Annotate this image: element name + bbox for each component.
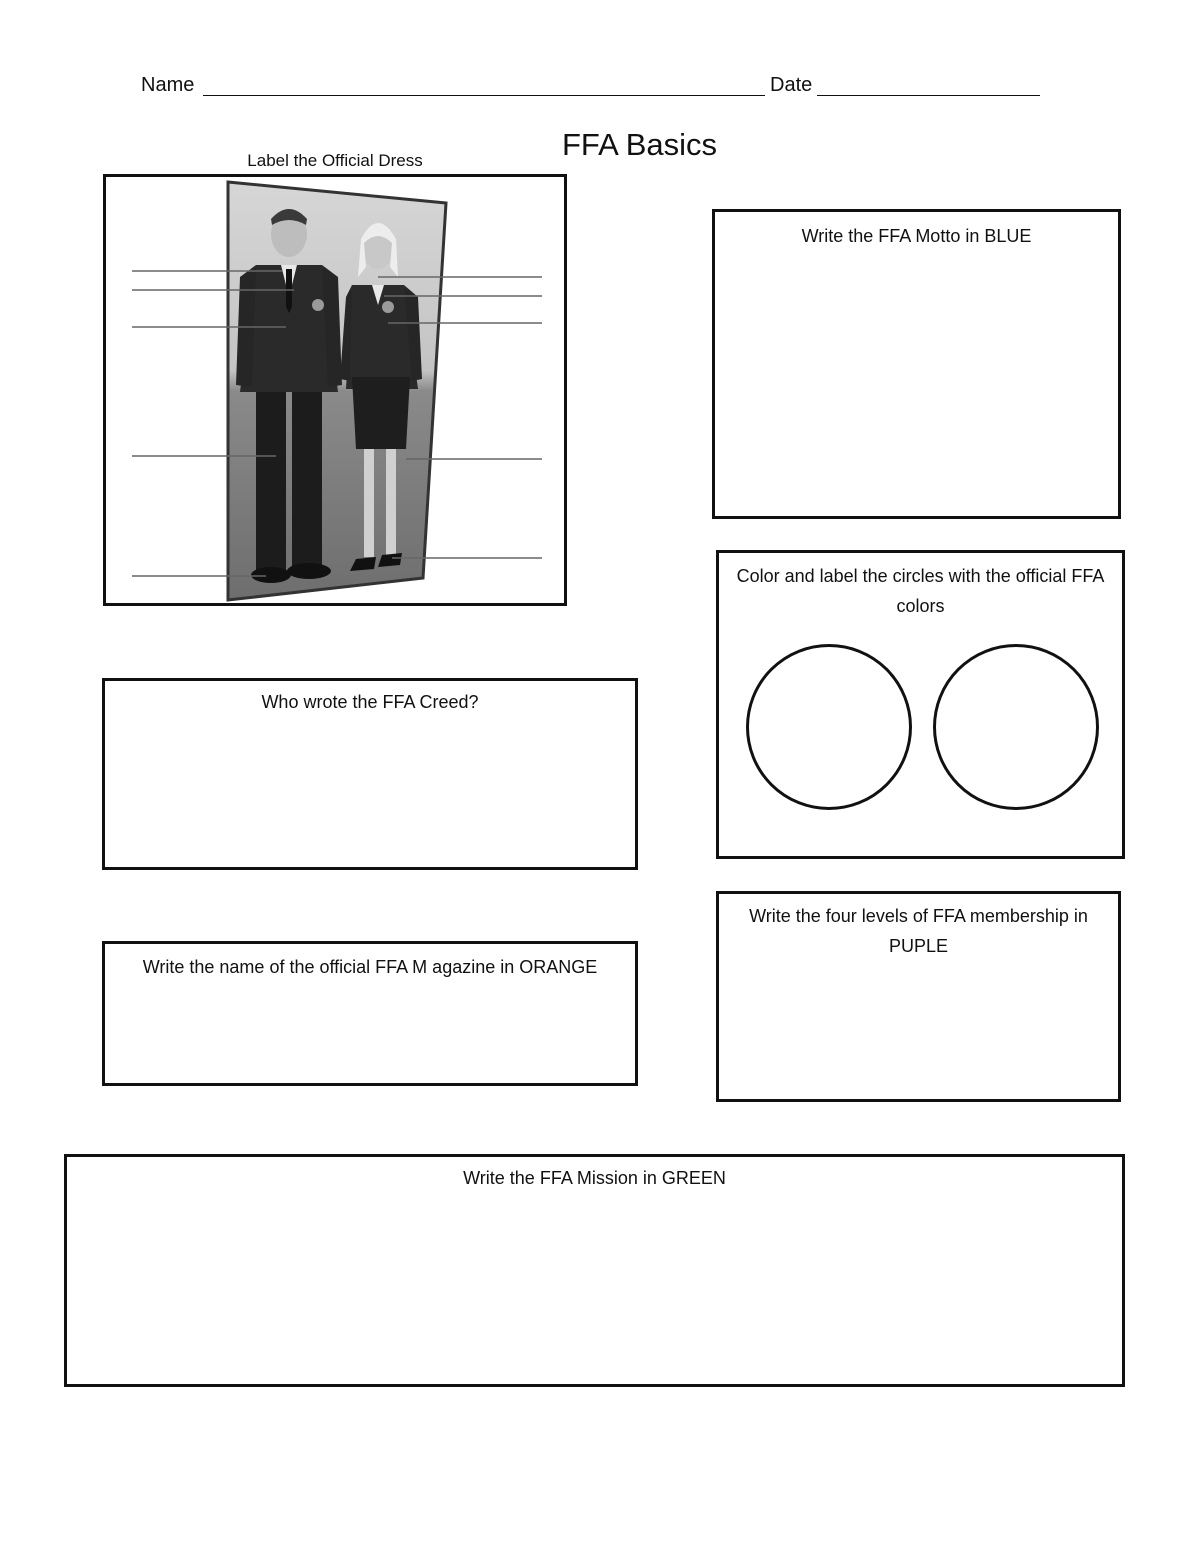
membership-box-caption: Write the four levels of FFA membership in PUPLE — [749, 906, 1088, 956]
official-dress-photo — [106, 177, 564, 603]
creed-answer-box[interactable] — [102, 678, 638, 870]
creed-box-caption: Who wrote the FFA Creed? — [261, 692, 479, 712]
name-label: Name — [141, 74, 195, 96]
magazine-answer-box[interactable] — [102, 941, 638, 1086]
mission-box-caption: Write the FFA Mission in GREEN — [463, 1168, 726, 1188]
motto-box-caption: Write the FFA Motto in BLUE — [801, 226, 1032, 246]
name-input-line[interactable] — [203, 95, 765, 96]
motto-answer-box[interactable] — [712, 209, 1121, 519]
official-dress-box — [103, 174, 567, 606]
membership-answer-box[interactable] — [716, 891, 1121, 1102]
date-input-line[interactable] — [817, 95, 1040, 96]
official-dress-caption: Label the Official Dress — [247, 151, 423, 170]
colors-box-caption: Color and label the circles with the official FFA colors — [736, 566, 1105, 616]
date-label: Date — [770, 74, 813, 96]
page-title: FFA Basics — [562, 127, 718, 162]
color-circle-1[interactable] — [746, 644, 912, 810]
colors-answer-box[interactable] — [716, 550, 1125, 859]
color-circle-2[interactable] — [933, 644, 1099, 810]
mission-answer-box[interactable] — [64, 1154, 1125, 1387]
magazine-box-caption: Write the name of the official FFA M agazine in ORANGE — [142, 957, 598, 977]
